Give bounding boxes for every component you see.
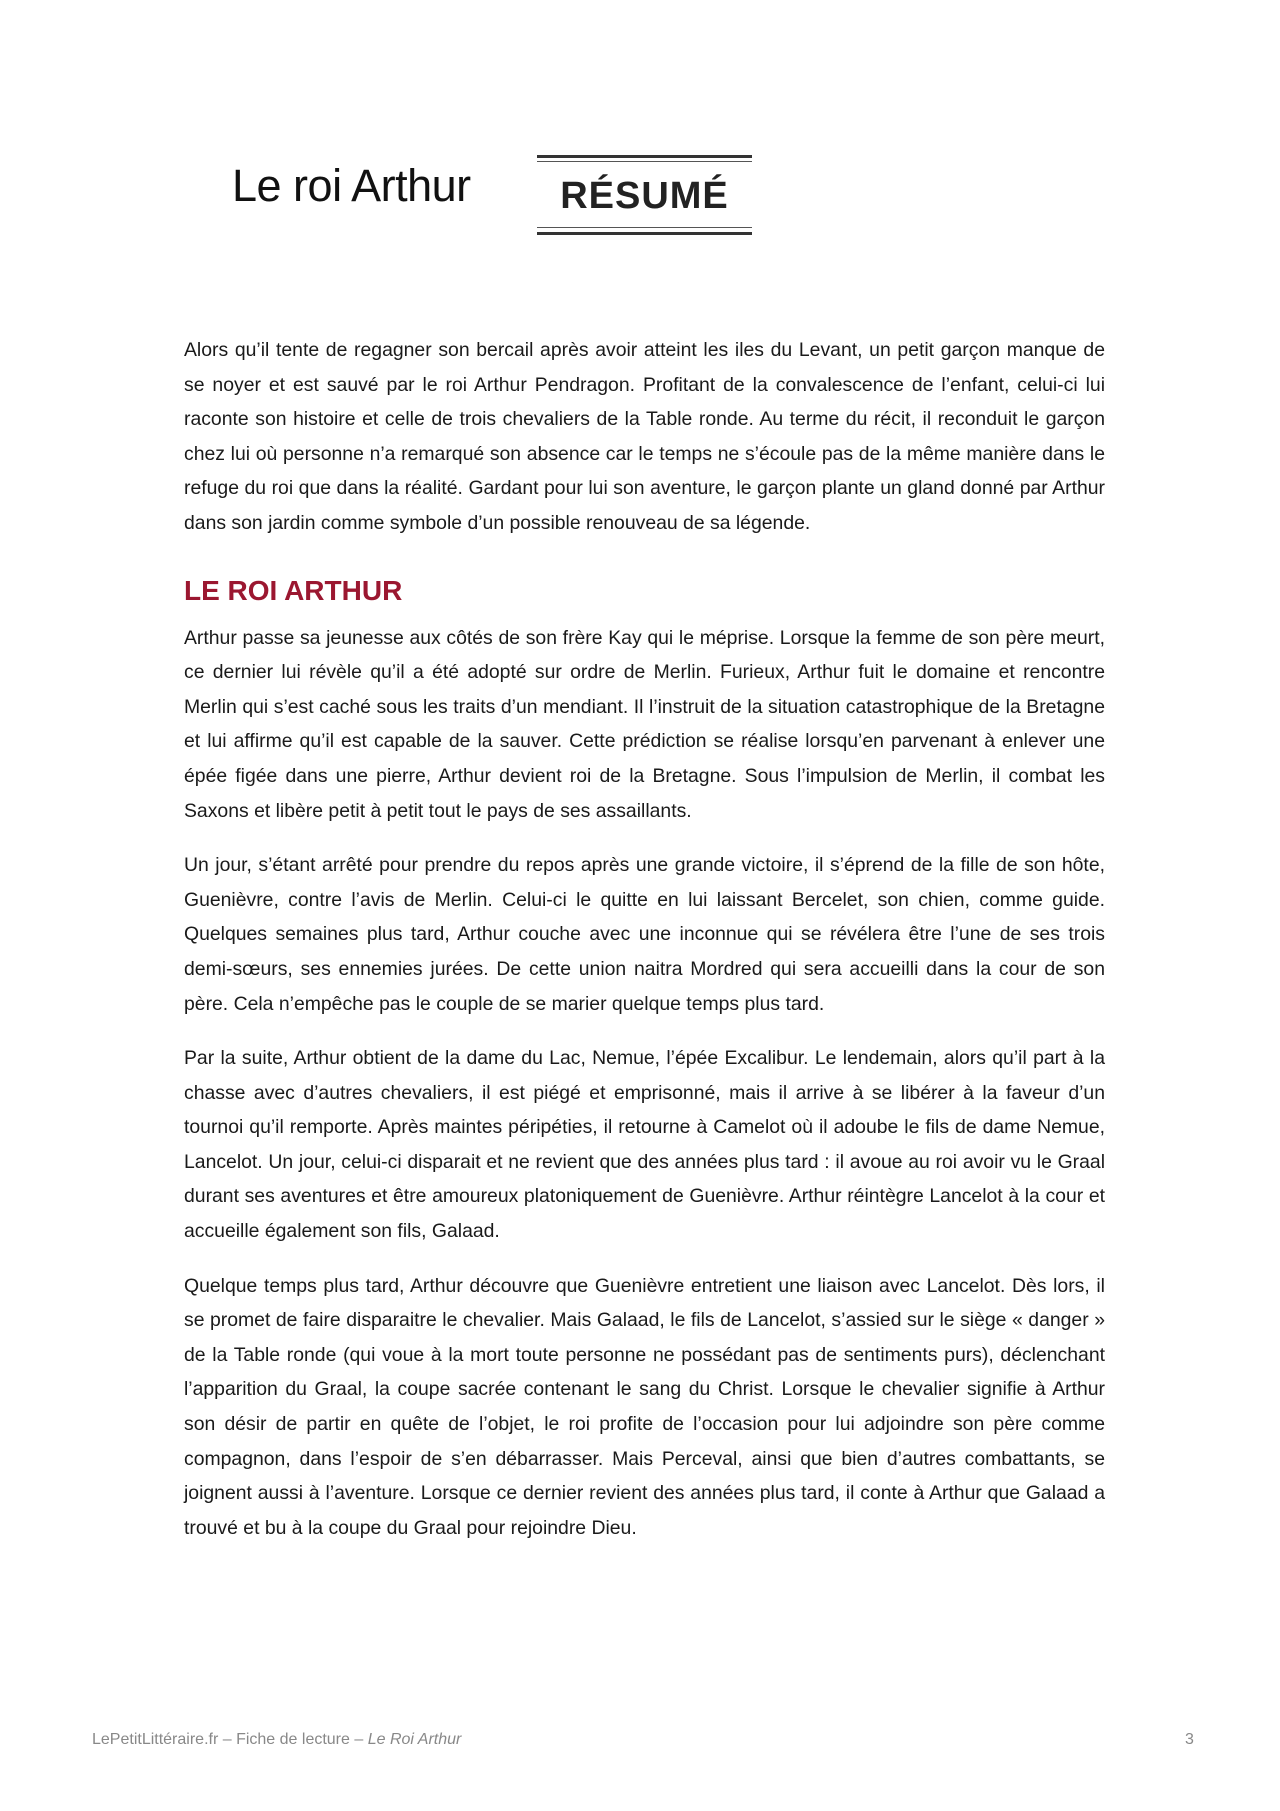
divider [537,227,752,228]
footer-site: LePetitLittéraire.fr – Fiche de lecture – [92,1731,368,1748]
main-content [184,333,1105,1565]
paragraph: Arthur passe sa jeunesse aux côtés de son frère Kay qui le méprise. Lorsque la femme de son père meurt, ce dernier lui révèle qu’il a été adopté sur ordre de Merlin. Furieux, Arthur fuit le domaine et rencontre Merlin qui s’est caché sous les traits d’un mendiant. Il l’instruit de la situation catastrophique de la Bretagne et lui affirme qu’il est capable de la sauver. Cette prédiction se réalise lorsqu’en parvenant à enlever une épée figée dans une pierre, Arthur devient roi de la Bretagne. Sous l’impulsion de Merlin, il combat les Saxons et libère petit à petit tout le pays de ses assaillants. [184,626,1105,822]
intro-paragraph: Alors qu’il tente de regagner son bercail après avoir atteint les iles du Levant, un petit garçon manque de se noyer et est sauvé par le roi Arthur Pendragon. Profitant de la convalescence de l’enfant, celui-ci lui raconte son histoire et celle de trois chevaliers de la Table ronde. Au terme du récit, il reconduit le garçon chez lui où personne n’a remarqué son absence car le temps ne s’écoule pas de la même manière dans le refuge du roi que dans la réalité. Gardant pour lui son aventure, le garçon plante un gland donné par Arthur dans son jardin comme symbole d’un possible renouveau de sa légende. [184,339,1105,534]
resume-badge [537,155,752,235]
footer-book: Le Roi Arthur [367,1731,462,1748]
divider [537,232,752,235]
page-number: 3 [1185,1731,1194,1748]
paragraph: Par la suite, Arthur obtient de la dame du Lac, Nemue, l’épée Excalibur. Le lendemain, alors qu’il part à la chasse avec d’autres chevaliers, il est piégé et emprisonné, mais il arrive à se libérer à la faveur d’un tournoi qu’il remporte. Après maintes péripéties, il retourne à Camelot où il adoube le fils de dame Nemue, Lancelot. Un jour, celui-ci disparait et ne revient que des années plus tard : il avoue au roi avoir vu le Graal durant ses aventures et être amoureux platoniquement de Guenièvre. Arthur réintègre Lancelot à la cour et accueille également son fils, Galaad. [184,1047,1105,1243]
footer [92,1731,461,1749]
divider [537,161,752,162]
divider [537,155,752,158]
document-title: Le roi Arthur [232,160,471,211]
paragraph: Un jour, s’étant arrêté pour prendre du repos après une grande victoire, il s’éprend de la fille de son hôte, Guenièvre, contre l’avis de Merlin. Celui-ci le quitte en lui laissant Bercelet, son chien, comme guide. Quelques semaines plus tard, Arthur couche avec une inconnue qui se révélera être l’une de ses trois demi-sœurs, ses ennemies jurées. De cette union naitra Mordred qui sera accueilli dans la cour de son père. Cela n’empêche pas le couple de se marier quelque temps plus tard. [184,854,1105,1015]
section-heading: LE ROI ARTHUR [184,574,403,606]
paragraph: Quelque temps plus tard, Arthur découvre que Guenièvre entretient une liaison avec Lancelot. Dès lors, il se promet de faire disparaitre le chevalier. Mais Galaad, le fils de Lancelot, s’assied sur le siège « danger » de la Table ronde (qui voue à la mort toute personne ne possédant pas de sentiments purs), déclenchant l’apparition du Graal, la coupe sacrée contenant le sang du Christ. Lorsque le chevalier signifie à Arthur son désir de partir en quête de l’objet, le roi profite de l’occasion pour lui adjoindre son père comme compagnon, dans l’espoir de s’en débarrasser. Mais Perceval, ainsi que bien d’autres combattants, se joignent aussi à l’aventure. Lorsque ce dernier revient des années plus tard, il conte à Arthur que Galaad a trouvé et bu à la coupe du Graal pour rejoindre Dieu. [184,1274,1105,1539]
badge-label: RÉSUMÉ [560,175,729,217]
